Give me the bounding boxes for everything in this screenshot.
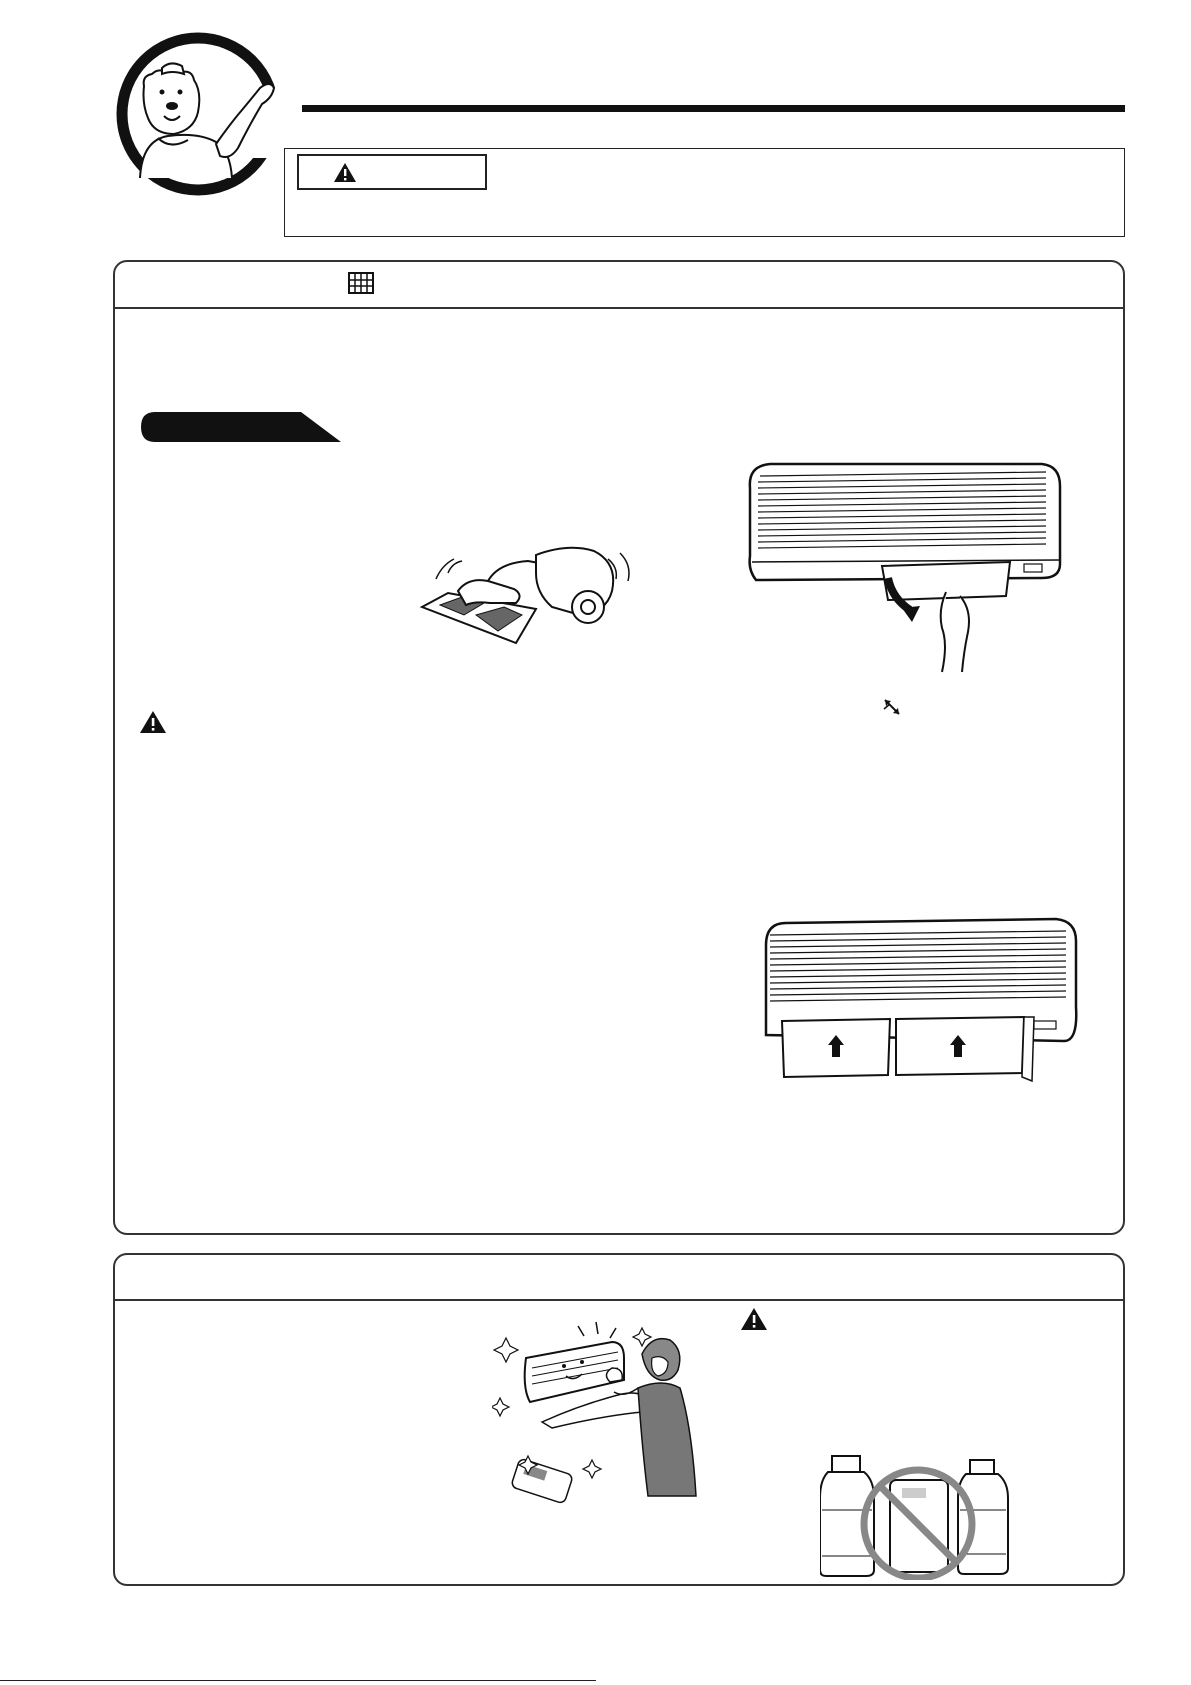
mascot-badge — [112, 28, 282, 200]
caution-icon-cleaning — [740, 1307, 768, 1331]
warning-triangle-icon — [139, 710, 167, 734]
warning-triangle-icon — [333, 162, 357, 183]
warning-label-box — [297, 154, 487, 190]
caution-icon-filter — [139, 710, 167, 734]
woman-wiping-unit-illustration — [492, 1318, 702, 1508]
no-chemicals-prohibition-illustration — [820, 1450, 1020, 1580]
swing-louver-icon — [882, 697, 902, 717]
section-divider — [115, 307, 1123, 309]
polar-bear-mascot-icon — [112, 28, 282, 200]
section-divider — [115, 1299, 1123, 1301]
step-pill — [141, 412, 341, 442]
footer-rule — [0, 1680, 596, 1681]
opening-front-panel-illustration — [742, 460, 1067, 675]
vacuum-cleaning-filter-illustration — [418, 543, 650, 651]
inserting-filters-illustration — [746, 917, 1086, 1097]
title-rule — [302, 105, 1125, 112]
filter-grid-icon — [348, 272, 374, 294]
warning-triangle-icon — [740, 1307, 768, 1331]
